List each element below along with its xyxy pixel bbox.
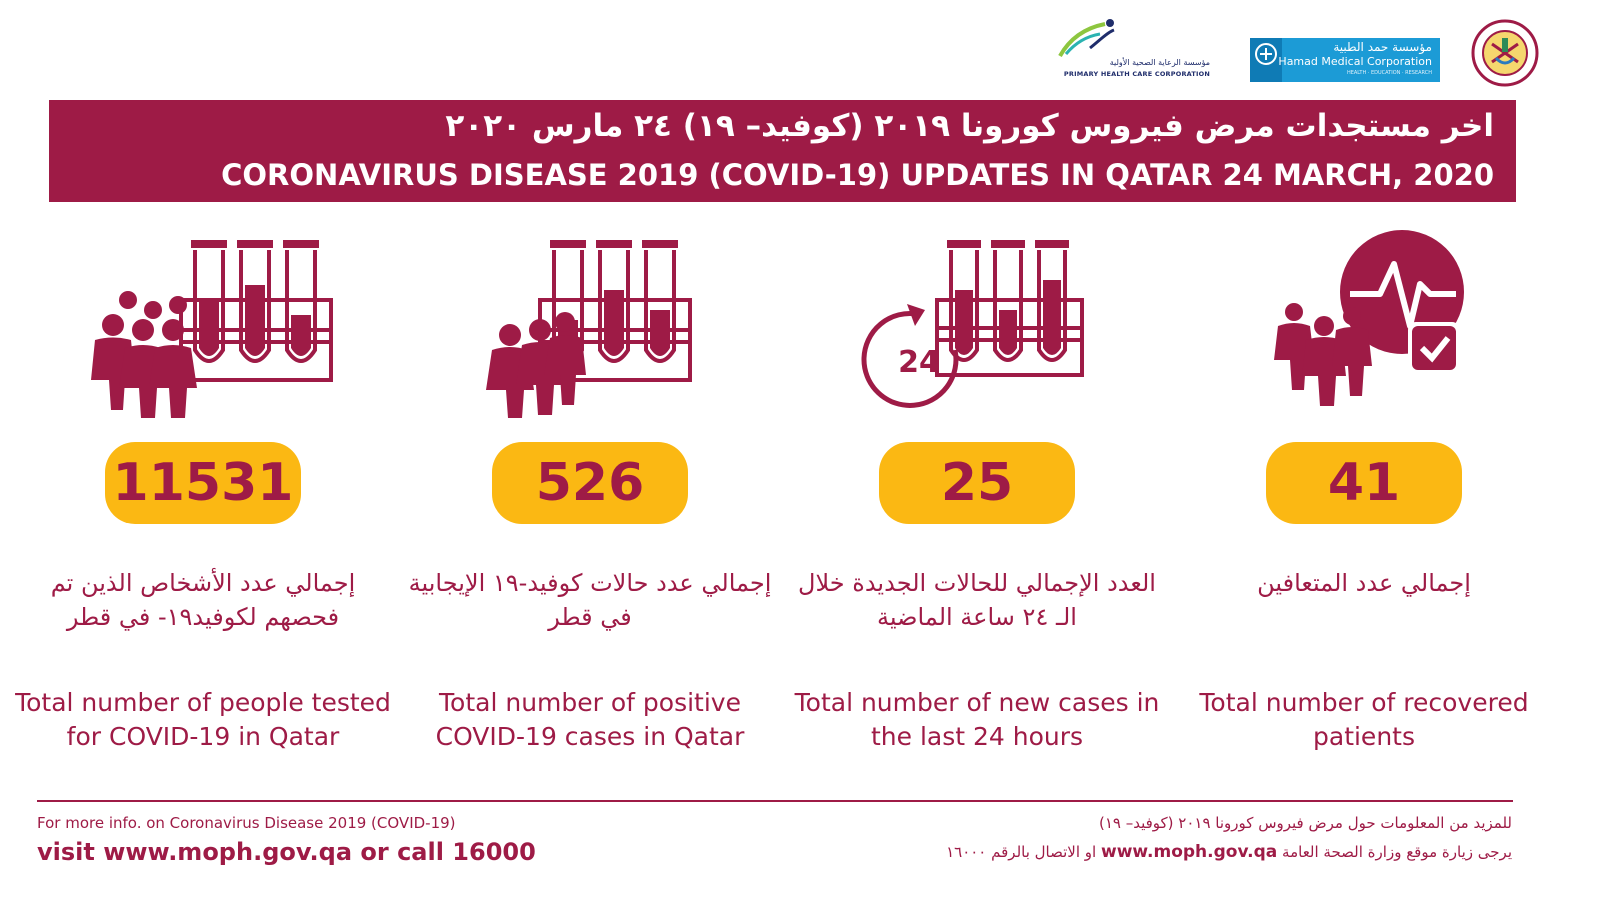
footer-visit-ar-suffix: او الاتصال بالرقم ١٦٠٠٠ (946, 843, 1097, 861)
footer-visit-ar-prefix: يرجى زيارة موقع وزارة الصحة العامة (1282, 843, 1512, 861)
footer-info-en: For more info. on Coronavirus Disease 2019 (COVID-19) (37, 814, 456, 832)
banner-title-ar: اخر مستجدات مرض فيروس كورونا ٢٠١٩ (كوفيد– ١٩) ٢٤ مارس ٢٠٢٠ (445, 108, 1494, 144)
svg-text:24: 24 (898, 345, 940, 380)
stat-label-ar: إجمالي عدد المتعافين (1257, 569, 1471, 597)
24-hour-test-tubes-icon (787, 230, 1167, 420)
footer-visit-en[interactable]: visit www.moph.gov.qa or call 16000 (37, 838, 536, 866)
footer-visit-ar (946, 842, 1512, 862)
stat-label-en: Total number of positive COVID-19 cases in Qatar (435, 688, 745, 751)
logo-bar (1040, 18, 1540, 88)
title-banner (49, 100, 1516, 202)
hmc-name-en: Hamad Medical Corporation (1278, 55, 1432, 68)
stat-new-cases-24h (787, 230, 1167, 790)
stat-positive-cases (400, 230, 780, 790)
stat-label-en: Total number of recovered patients (1199, 688, 1529, 751)
stat-value: 11531 (105, 442, 301, 524)
hmc-name-ar: مؤسسة حمد الطبية (1333, 40, 1432, 54)
phc-leaf-icon (1050, 18, 1120, 58)
stat-label-en: Total number of new cases in the last 24 hours (794, 688, 1160, 751)
people-test-tubes-icon (13, 230, 393, 420)
banner-title-en: CORONAVIRUS DISEASE 2019 (COVID-19) UPDATES IN QATAR 24 MARCH, 2020 (221, 158, 1494, 192)
stat-value: 41 (1266, 442, 1462, 524)
hmc-logo (1250, 38, 1440, 82)
stat-label-ar: إجمالي عدد حالات كوفيد-١٩ الإيجابية في قطر (408, 569, 772, 631)
recovered-heartbeat-icon (1174, 230, 1554, 420)
stat-label-en: Total number of people tested for COVID-19 in Qatar (15, 688, 391, 751)
phc-name-en: PRIMARY HEALTH CARE CORPORATION (1063, 70, 1210, 78)
stat-value: 25 (879, 442, 1075, 524)
footer-divider (37, 800, 1513, 802)
stat-label-ar: العدد الإجمالي للحالات الجديدة خلال الـ ٢٤ ساعة الماضية (798, 569, 1156, 631)
stat-label-ar: إجمالي عدد الأشخاص الذين تم فحصهم لكوفيد١٩- في قطر (50, 569, 356, 631)
people-test-tubes-icon (400, 230, 780, 420)
stat-value: 526 (492, 442, 688, 524)
stat-recovered (1174, 230, 1554, 790)
footer-info-ar: للمزيد من المعلومات حول مرض فيروس كورونا ٢٠١٩ (كوفيد– ١٩) (1098, 814, 1512, 832)
footer-visit-url[interactable]: www.moph.gov.qa (1101, 842, 1278, 862)
phc-logo (1050, 18, 1210, 88)
hmc-tagline: HEALTH · EDUCATION · RESEARCH (1346, 70, 1432, 76)
hmc-mark-icon (1250, 38, 1282, 82)
stat-total-tested (13, 230, 393, 790)
ministry-emblem-icon (1470, 18, 1540, 88)
phc-name-ar: مؤسسة الرعاية الصحية الأولية (1109, 58, 1210, 67)
